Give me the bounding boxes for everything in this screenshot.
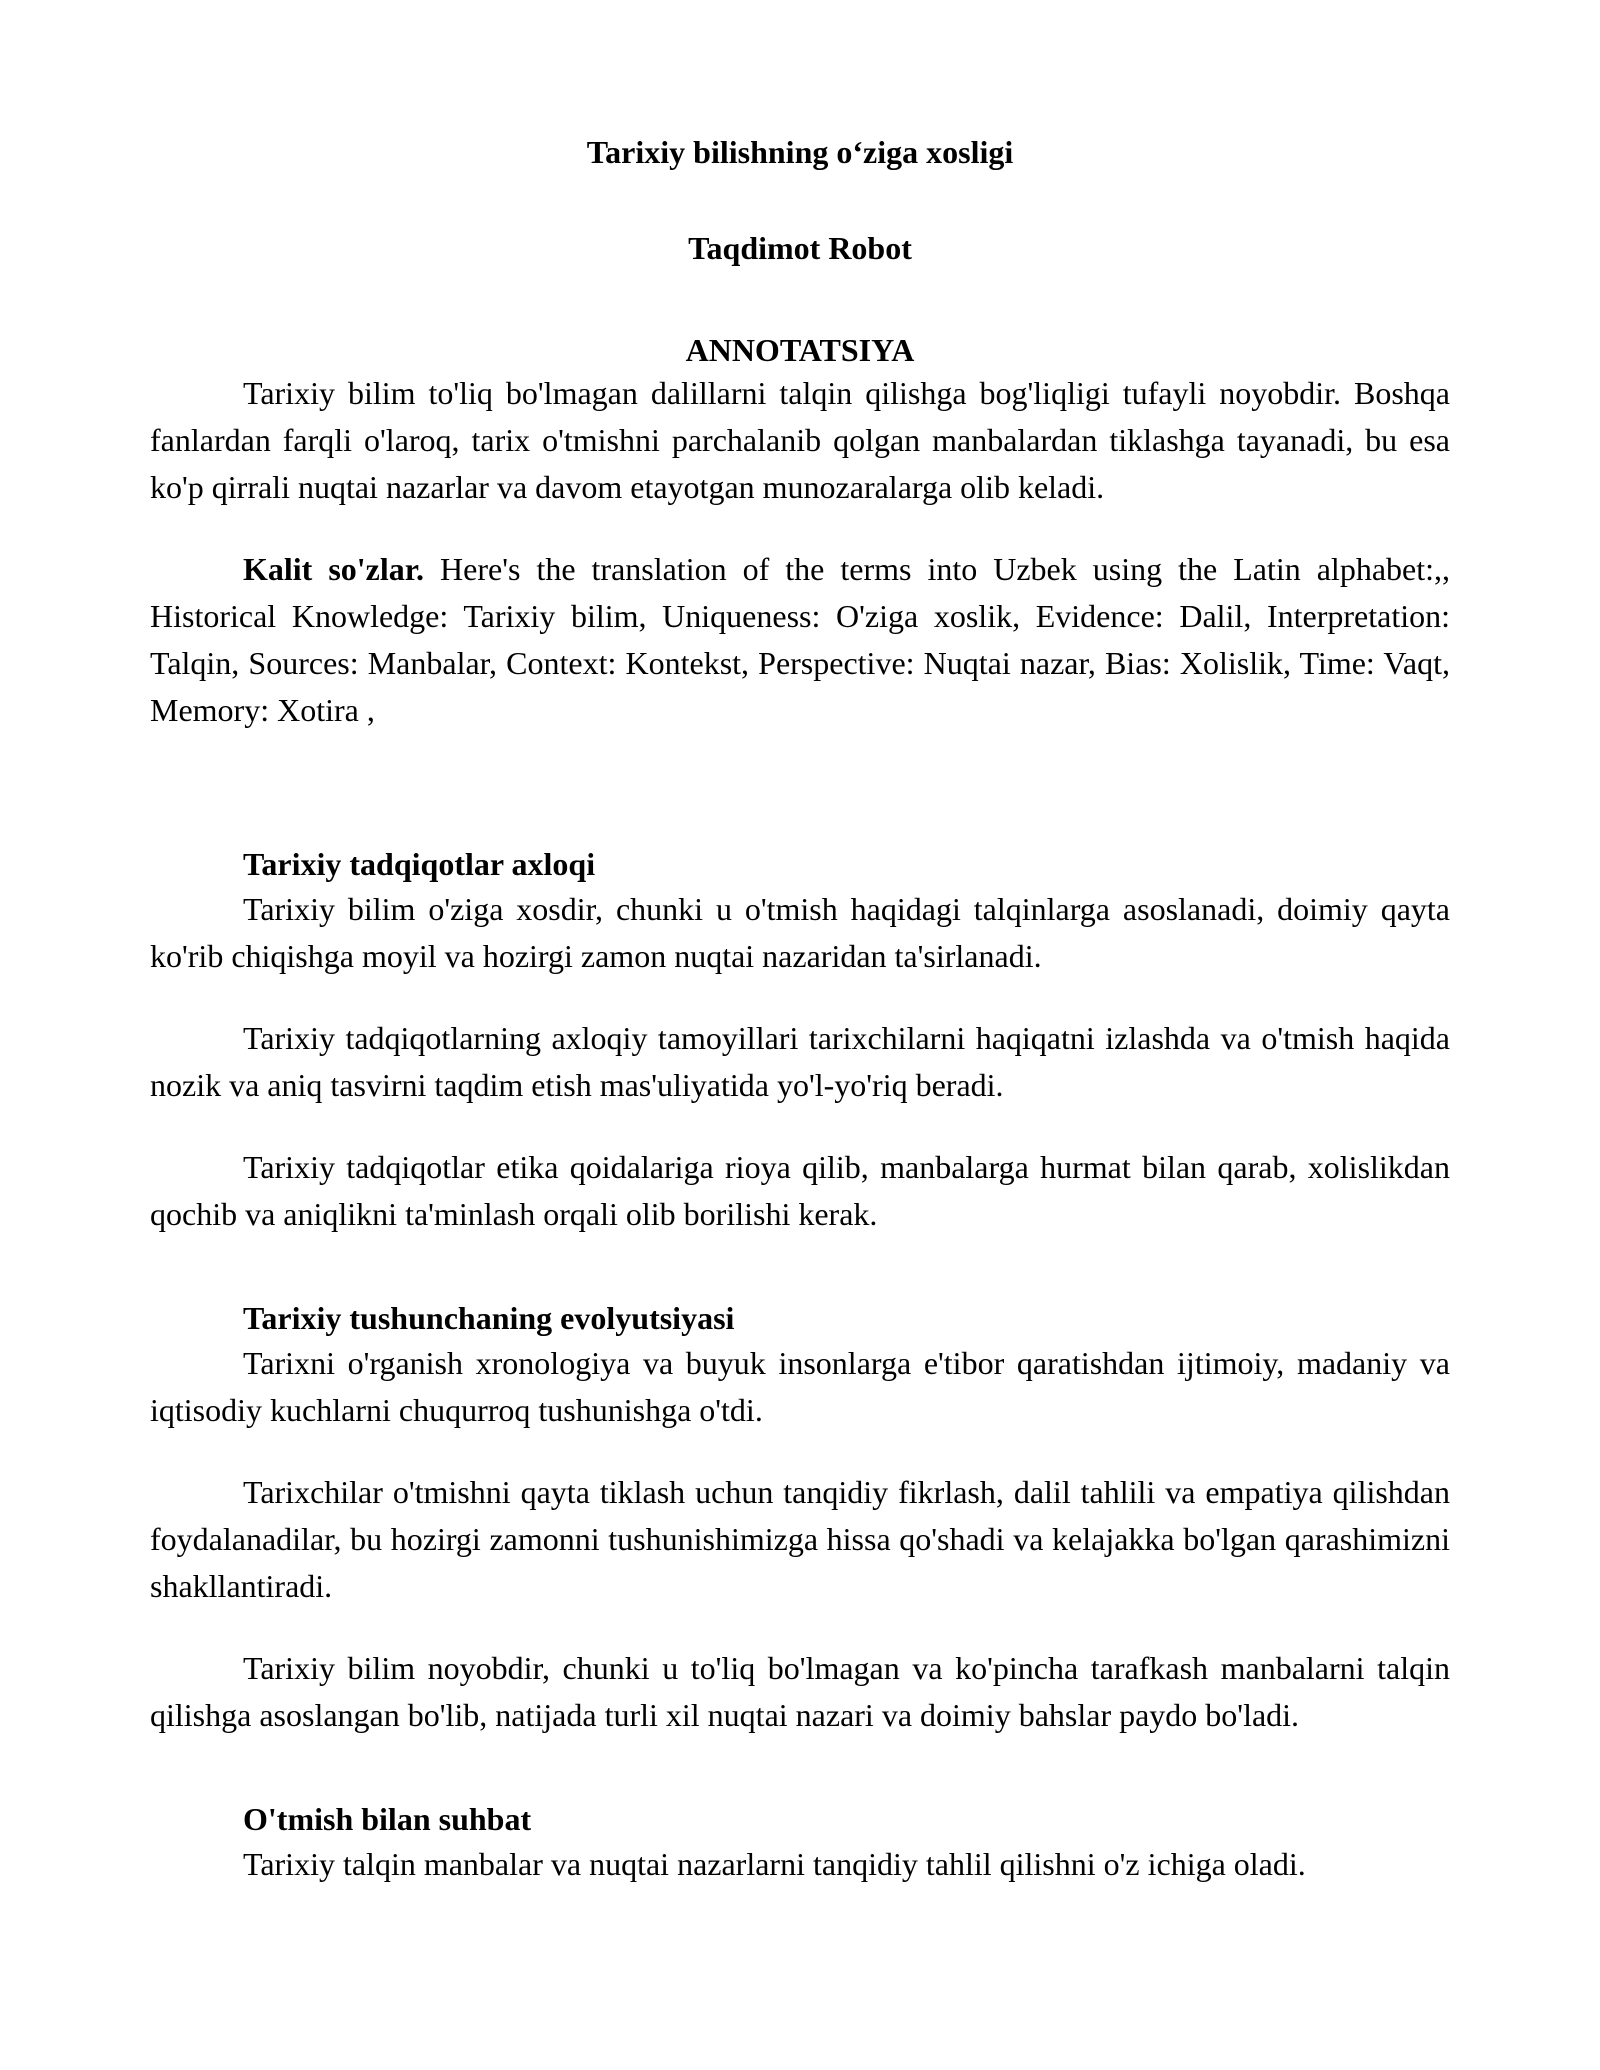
section-dialogue-with-past	[150, 1799, 1450, 1888]
section-understanding-evolution	[150, 1298, 1450, 1739]
abstract-paragraph: Tarixiy bilim to'liq bo'lmagan dalillarni talqin qilishga bog'liqligi tufayli noyobdir. Boshqa fanlardan farqli o'laroq, tarix o'tmishni parchalanib qolgan manbalardan tiklashga tayanadi, bu esa ko'p qirrali nuqtai nazarlar va davom etayotgan munozaralarga olib keladi.	[150, 375, 1450, 505]
section-heading: Tarixiy tadqiqotlar axloqi	[243, 846, 596, 882]
section-research-ethics	[150, 844, 1450, 1238]
annotation-heading: ANNOTATSIYA	[685, 332, 915, 368]
keywords-label: Kalit so'zlar.	[243, 551, 425, 587]
document-author: Taqdimot Robot	[688, 230, 912, 266]
section-paragraph: Tarixchilar o'tmishni qayta tiklash uchun tanqidiy fikrlash, dalil tahlili va empatiya qilishdan foydalanadilar, bu hozirgi zamonni tushunishimizga hissa qo'shadi va kelajakka bo'lgan qarashimizni shakllantiradi.	[150, 1474, 1450, 1604]
section-paragraph: Tarixiy tadqiqotlarning axloqiy tamoyillari tarixchilarni haqiqatni izlashda va o'tmish haqida nozik va aniq tasvirni taqdim etish mas'uliyatida yo'l-yo'riq beradi.	[150, 1020, 1450, 1103]
section-heading: Tarixiy tushunchaning evolyutsiyasi	[243, 1300, 735, 1336]
keywords-paragraph	[150, 546, 1450, 734]
section-paragraph: Tarixiy tadqiqotlar etika qoidalariga rioya qilib, manbalarga hurmat bilan qarab, xolislikdan qochib va aniqlikni ta'minlash orqali olib borilishi kerak.	[150, 1149, 1450, 1232]
section-heading: O'tmish bilan suhbat	[243, 1801, 532, 1837]
document-title: Tarixiy bilishning o‘ziga xosligi	[586, 134, 1014, 170]
section-paragraph: Tarixiy bilim noyobdir, chunki u to'liq bo'lmagan va ko'pincha tarafkash manbalarni talqin qilishga asoslangan bo'lib, natijada turli xil nuqtai nazari va doimiy bahslar paydo bo'ladi.	[150, 1650, 1450, 1733]
section-paragraph: Tarixiy talqin manbalar va nuqtai nazarlarni tanqidiy tahlil qilishni o'z ichiga oladi.	[243, 1846, 1306, 1882]
section-paragraph: Tarixni o'rganish xronologiya va buyuk insonlarga e'tibor qaratishdan ijtimoiy, madaniy va iqtisodiy kuchlarni chuqurroq tushunishga o'tdi.	[150, 1345, 1450, 1428]
section-paragraph: Tarixiy bilim o'ziga xosdir, chunki u o'tmish haqidagi talqinlarga asoslanadi, doimiy qayta ko'rib chiqishga moyil va hozirgi zamon nuqtai nazaridan ta'sirlanadi.	[150, 891, 1450, 974]
keywords-text: Here's the translation of the terms into Uzbek using the Latin alphabet:,, Historical Knowledge: Tarixiy bilim, Uniqueness: O'ziga xoslik, Evidence: Dalil, Interpretation: Talqin, Sources: Manbalar, Context: Kontekst, Perspective: Nuqtai nazar, Bias: Xolislik, Time: Vaqt, Memory: Xotira ,	[150, 551, 1451, 728]
